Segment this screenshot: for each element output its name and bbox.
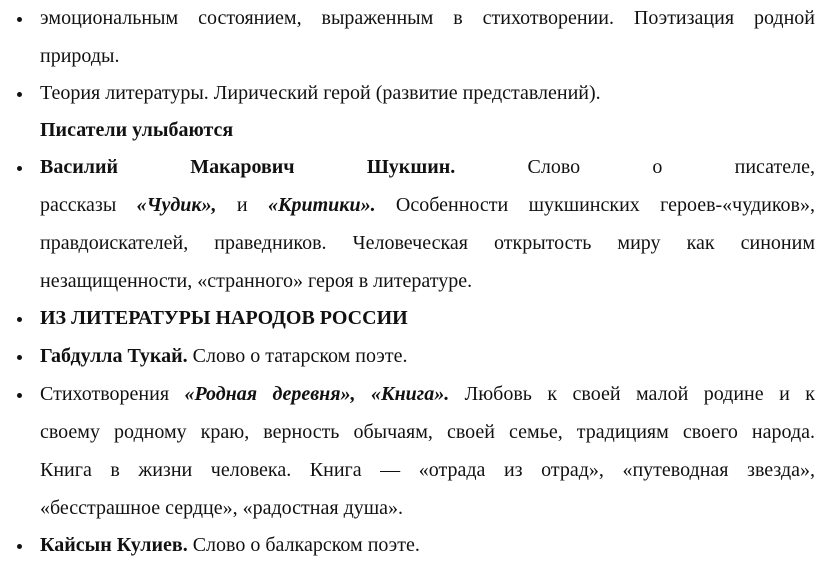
text-span: Стихотворения: [40, 383, 185, 405]
text-line: [40, 191, 815, 219]
text-span: Особенности шукшинских героев-«чудиков»,: [375, 194, 815, 216]
text-span: Слово о балкарском поэте.: [187, 534, 420, 556]
work-title: «Критики».: [267, 194, 376, 216]
text-line: Книга в жизни человека. Книга — «отрада из отрад», «путеводная звезда»,: [40, 459, 815, 481]
author-name: Габдулла Тукай.: [40, 345, 188, 367]
text-line: «бесстрашное сердце», «радостная душа».: [40, 497, 404, 519]
paragraph-kuliev: [40, 531, 815, 569]
text-line: незащищенности, «странного» героя в литературе.: [40, 270, 473, 292]
text-line: [40, 153, 815, 181]
text-line: природы.: [40, 45, 120, 67]
text-line: своему родному краю, верность обычаям, своей семье, традициям своего народа.: [40, 421, 815, 443]
bullet: [17, 393, 22, 398]
section-title: ИЗ ЛИТЕРАТУРЫ НАРОДОВ РОССИИ: [40, 307, 408, 329]
paragraph-theory: [40, 79, 815, 117]
bullet: [17, 317, 22, 322]
work-title: «Родная деревня», «Книга».: [184, 383, 450, 405]
author-name: Василий Макарович Шукшин.: [40, 156, 456, 178]
text-line: [40, 531, 815, 569]
bullet: [17, 92, 22, 97]
author-name: Кайсын Кулиев.: [40, 534, 188, 556]
paragraph-poetization: [40, 4, 815, 80]
paragraph-poems: [40, 380, 815, 532]
text-line: [40, 342, 815, 380]
text-span: и: [216, 194, 268, 216]
paragraph-shukshin: [40, 153, 815, 305]
bullet: [17, 355, 22, 360]
paragraph-section-title: [40, 304, 815, 342]
text-span: Слово о татарском поэте.: [187, 345, 408, 367]
section-heading: [40, 116, 815, 154]
bullet: [17, 166, 22, 171]
text-line: эмоциональным состоянием, выраженным в стихотворении. Поэтизация родной: [40, 7, 815, 29]
bullet: [17, 17, 22, 22]
text-span: рассказы: [40, 194, 137, 216]
text-line: правдоискателей, праведников. Человеческая открытость миру как синоним: [40, 232, 815, 254]
work-title: «Чудик»,: [136, 194, 217, 216]
bullet: [17, 544, 22, 549]
text-span: Любовь к своей малой родине и к: [449, 383, 815, 405]
paragraph-tukay: [40, 342, 815, 380]
heading-text: Писатели улыбаются: [40, 119, 234, 141]
text-line: [40, 380, 815, 408]
text-span: Слово о писателе,: [455, 156, 815, 178]
text-line: Теория литературы. Лирический герой (развитие представлений).: [40, 82, 601, 104]
